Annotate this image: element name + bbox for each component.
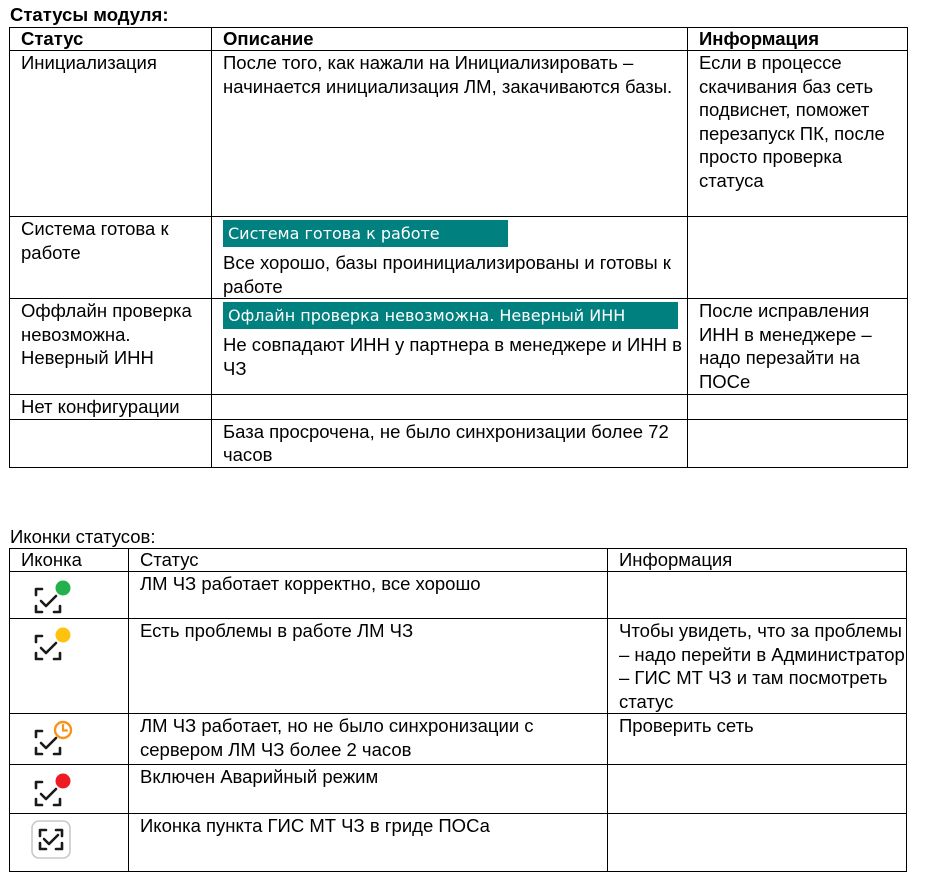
info-cell: После исправления ИНН в менеджере – надо перезайти на ПОСе [688,299,908,395]
info-cell [688,217,908,299]
description-cell [212,217,688,299]
info-cell [688,419,908,467]
table-row [10,51,908,217]
module-statuses-title: Статусы модуля: [10,4,169,25]
status-cell: Оффлайн проверка невозможна. Неверный ИНН [10,299,212,395]
status-cell: ЛМ ЧЗ работает корректно, все хорошо [129,572,608,619]
status-cell: Есть проблемы в работе ЛМ ЧЗ [129,619,608,714]
status-cell: Инициализация [10,51,212,217]
table-header-row [10,549,907,572]
status-cell: Иконка пункта ГИС МТ ЧЗ в гриде ПОСа [129,814,608,872]
description-cell [212,299,688,395]
description-cell [212,395,688,420]
description-text: Все хорошо, базы проинициализированы и готовы к работе [223,252,671,297]
description-text: Не совпадают ИНН у партнера в менеджере и ИНН в ЧЗ [223,334,682,379]
status-banner-inn-error: Офлайн проверка невозможна. Неверный ИНН [223,302,678,329]
info-cell [608,765,907,814]
checkmark-frame-yellow-dot-icon [30,625,74,665]
checkmark-frame-green-dot-icon [30,578,74,618]
description-cell: База просрочена, не было синхронизации более 72 часов [212,419,688,467]
status-cell: Нет конфигурации [10,395,212,420]
checkmark-frame-clock-icon [30,720,74,760]
status-cell: Включен Аварийный режим [129,765,608,814]
checkmark-frame-button-icon [30,820,74,860]
table-row [10,765,907,814]
status-cell [10,419,212,467]
table-row [10,814,907,872]
header-status: Статус [129,549,608,572]
status-cell: Система готова к работе [10,217,212,299]
table-row [10,419,908,467]
table-row [10,299,908,395]
icon-cell [10,619,129,714]
table-row [10,217,908,299]
header-icon: Иконка [10,549,129,572]
status-cell: ЛМ ЧЗ работает, но не было синхронизации с сервером ЛМ ЧЗ более 2 часов [129,714,608,765]
table-row [10,572,907,619]
table-row [10,714,907,765]
header-status: Статус [10,28,212,51]
info-cell [608,814,907,872]
icon-cell [10,572,129,619]
info-cell: Если в процессе скачивания баз сеть подвиснет, поможет перезапуск ПК, после просто проверка статуса [688,51,908,217]
description-cell: После того, как нажали на Инициализировать – начинается инициализация ЛМ, закачиваются базы. [212,51,688,217]
header-info: Информация [608,549,907,572]
table-header-row [10,28,908,51]
info-cell: Чтобы увидеть, что за проблемы – надо перейти в Администратор – ГИС МТ ЧЗ и там посмотреть статус [608,619,907,714]
module-statuses-table [9,27,908,468]
header-description: Описание [212,28,688,51]
table-row [10,395,908,420]
icon-cell [10,765,129,814]
status-icons-table [9,548,907,872]
table-row [10,619,907,714]
info-cell [688,395,908,420]
info-cell: Проверить сеть [608,714,907,765]
header-info: Информация [688,28,908,51]
info-cell [608,572,907,619]
status-banner-ready: Система готова к работе [223,220,508,247]
status-icons-title: Иконки статусов: [10,526,156,547]
icon-cell [10,814,129,872]
checkmark-frame-red-dot-icon [30,771,74,811]
icon-cell [10,714,129,765]
